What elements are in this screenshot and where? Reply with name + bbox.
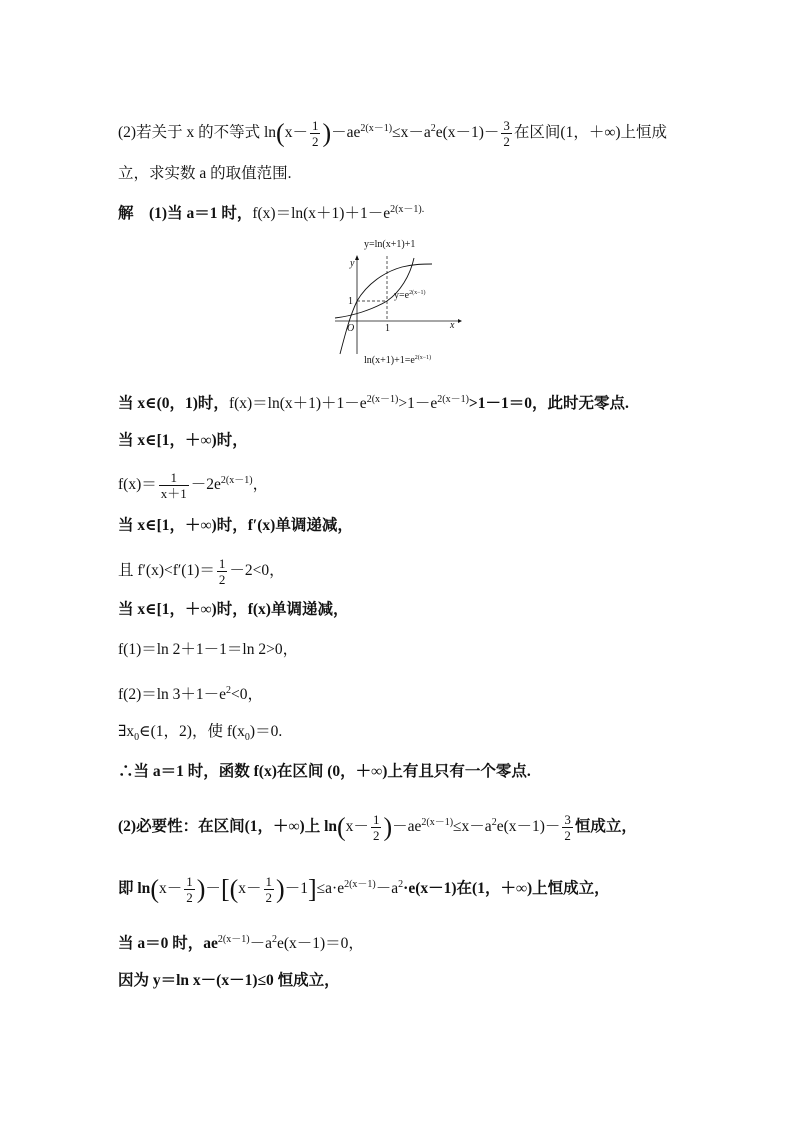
fraction xyxy=(159,470,189,501)
problem-text: (2)若关于 x 的不等式 ln xyxy=(118,124,277,142)
solution-line-5 xyxy=(118,516,353,536)
denominator: 2 xyxy=(218,572,226,587)
numerator: 3 xyxy=(564,812,571,827)
solution-text: e(x－1)－ xyxy=(496,818,561,836)
left-paren: ( xyxy=(150,874,159,904)
solution-line-15 xyxy=(118,971,340,991)
solution-line-1 xyxy=(118,200,424,224)
denominator: 2 xyxy=(372,828,380,843)
problem-text: 立，求实数 a 的取值范围. xyxy=(118,165,292,182)
denominator: 2 xyxy=(186,890,193,905)
solution-text: <0， xyxy=(231,686,264,704)
solution-text: 当 x∈[1，＋∞)时，f(x)单调递减， xyxy=(118,601,349,618)
subscript: 0 xyxy=(134,732,140,744)
solution-text: －a xyxy=(249,935,272,953)
solution-text: ， xyxy=(252,476,269,494)
numerator: 1 xyxy=(265,874,273,889)
label-intersection-exponent: 2(x−1) xyxy=(414,355,432,361)
solution-text: f(x)＝ xyxy=(118,476,157,494)
numerator: 1 xyxy=(372,812,380,827)
solution-line-3 xyxy=(118,431,248,451)
solution-text: f(2)＝ln 3＋1－e xyxy=(118,686,227,704)
solution-line-14 xyxy=(118,930,364,954)
exponent: 2(x－1) xyxy=(421,816,454,828)
x-axis-arrow xyxy=(458,319,462,323)
solution-text: (2)必要性：在区间(1，＋∞)上 ln xyxy=(118,818,337,836)
fraction xyxy=(371,812,382,843)
y-axis-arrow xyxy=(355,255,359,260)
origin-label: O xyxy=(347,323,355,334)
exponent: 2 xyxy=(226,685,232,696)
solution-text: f(x)＝ln(x＋1)＋1－e xyxy=(228,395,367,413)
tick-y-1: 1 xyxy=(348,296,353,307)
exponent: 2 xyxy=(398,878,404,890)
fraction xyxy=(184,874,195,905)
denominator: 2 xyxy=(265,890,273,905)
exponent: 2(x－1) xyxy=(366,394,399,405)
fraction xyxy=(501,118,512,149)
exponent: 2 xyxy=(430,122,436,134)
solution-text: 当 x∈[1，＋∞)时， xyxy=(118,432,248,449)
solution-text: )＝0. xyxy=(249,723,283,740)
left-paren: ( xyxy=(229,874,239,904)
solution-text: 解 (1)当 a＝1 时， xyxy=(118,205,253,223)
numerator: 1 xyxy=(218,556,226,571)
exponent: 2 xyxy=(491,816,497,828)
solution-text: － xyxy=(205,880,221,898)
solution-text: ·e(x－1)在(1，＋∞)上恒成立， xyxy=(403,880,610,898)
denominator: 2 xyxy=(564,828,571,843)
denominator: 2 xyxy=(311,134,319,149)
exponent: 2(x－1) xyxy=(217,934,250,945)
solution-line-4 xyxy=(118,470,268,501)
exponent: 2(x－1) xyxy=(437,394,469,405)
right-paren: ) xyxy=(322,118,332,148)
problem-text: －ae xyxy=(331,124,361,142)
solution-text: e(x－1)＝0， xyxy=(276,935,364,953)
solution-text: 当 x∈(0，1)时， xyxy=(118,395,229,413)
solution-text: 当 x∈[1，＋∞)时，f′(x)单调递减， xyxy=(118,517,353,534)
solution-line-10 xyxy=(118,722,282,748)
fraction xyxy=(562,812,573,843)
label-intersection-base: ln(x+1)+1=e xyxy=(364,355,415,366)
exponent: 2(x－1) xyxy=(220,474,253,486)
solution-text: ∴当 a＝1 时，函数 f(x)在区间 (0，＋∞)上有且只有一个零点. xyxy=(118,763,531,780)
solution-line-9 xyxy=(118,681,263,705)
solution-text: －a xyxy=(375,880,399,898)
solution-text: －2<0， xyxy=(229,562,285,580)
solution-text: ∈(1，2)，使 f(x xyxy=(139,723,245,740)
solution-text: －2e xyxy=(190,476,221,494)
solution-text: ≤x－a xyxy=(453,818,492,836)
solution-text: >1－e xyxy=(398,395,438,413)
tick-x-1: 1 xyxy=(385,323,390,334)
denominator: x＋1 xyxy=(160,486,187,501)
numerator: 1 xyxy=(159,470,189,486)
label-intersection xyxy=(364,354,431,366)
solution-line-7 xyxy=(118,600,348,620)
left-paren: ( xyxy=(276,118,285,148)
solution-text: f(x)＝ln(x＋1)＋1－e xyxy=(252,205,391,223)
exponent: 2(x－1) xyxy=(344,878,376,890)
solution-line-13 xyxy=(118,874,610,905)
solution-text: >1－1＝0，此时无零点. xyxy=(468,395,629,413)
label-exp-curve xyxy=(394,289,425,301)
problem-line-1 xyxy=(118,118,667,149)
label-exp-base: y=e xyxy=(394,290,410,301)
right-paren: ) xyxy=(196,874,206,904)
solution-text: f(1)＝ln 2＋1－1＝ln 2>0， xyxy=(118,641,299,658)
problem-text: e(x－1)－ xyxy=(435,124,500,142)
right-bracket: ] xyxy=(307,874,317,904)
right-paren: ) xyxy=(383,812,393,842)
solution-line-12 xyxy=(118,812,637,843)
x-axis-label: x xyxy=(450,320,455,331)
exponent: 2(x－1) xyxy=(360,122,393,134)
left-paren: ( xyxy=(337,812,346,842)
numerator: 1 xyxy=(186,874,193,889)
solution-line-2 xyxy=(118,390,629,414)
fraction xyxy=(264,874,275,905)
solution-text: x－ xyxy=(158,880,183,898)
solution-text: x－ xyxy=(345,818,369,836)
label-exp-exponent: 2(x−1) xyxy=(409,290,426,296)
solution-line-6 xyxy=(118,556,285,587)
exponent: 2(x－1). xyxy=(390,204,425,215)
denominator: 2 xyxy=(503,134,510,149)
solution-text: x－ xyxy=(238,880,262,898)
solution-text: 因为 y＝ln x－(x－1)≤0 恒成立， xyxy=(118,972,340,989)
problem-text: 在区间(1，＋∞)上恒成 xyxy=(513,124,668,142)
solution-text: －1 xyxy=(284,880,308,898)
subscript: 0 xyxy=(244,732,250,744)
solution-text: 当 a＝0 时，ae xyxy=(118,935,218,953)
solution-text: 即 ln xyxy=(118,880,151,898)
problem-line-2 xyxy=(118,164,292,184)
problem-text: x－ xyxy=(284,124,308,142)
fraction xyxy=(217,556,228,587)
solution-text: 且 f′(x)<f′(1)＝ xyxy=(118,562,215,580)
function-graph-figure xyxy=(332,236,472,366)
log-curve xyxy=(340,264,432,354)
solution-text: －ae xyxy=(392,818,422,836)
label-log-curve: y=ln(x+1)+1 xyxy=(364,239,416,250)
fraction xyxy=(310,118,321,149)
solution-text: 恒成立， xyxy=(574,818,637,836)
numerator: 1 xyxy=(311,118,319,133)
solution-text: ∃x xyxy=(118,723,135,740)
right-paren: ) xyxy=(276,874,285,904)
solution-line-11 xyxy=(118,762,531,782)
problem-text: ≤x－a xyxy=(392,124,431,142)
solution-text: ≤a·e xyxy=(316,880,345,898)
exponent: 2 xyxy=(271,934,277,945)
solution-line-8 xyxy=(118,640,298,660)
numerator: 3 xyxy=(503,118,510,133)
y-axis-label: y xyxy=(350,258,355,269)
left-bracket: [ xyxy=(220,874,230,904)
